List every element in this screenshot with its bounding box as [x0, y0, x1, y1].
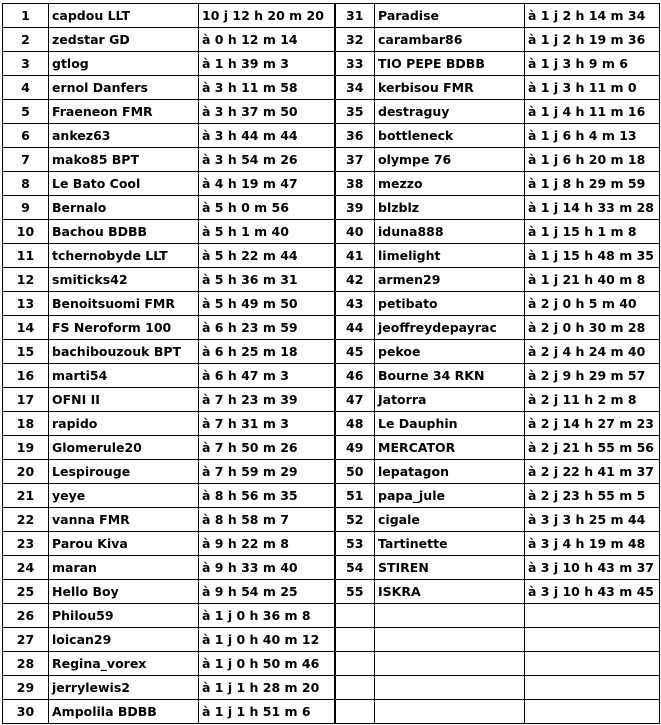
right-player-name-cell: blzblz	[375, 196, 525, 220]
table-row	[3, 412, 660, 436]
left-time-gap-cell: à 8 h 56 m 35	[199, 484, 335, 508]
right-rank-cell: 43	[335, 292, 375, 316]
left-time-gap-cell: à 8 h 58 m 7	[199, 508, 335, 532]
left-time-gap-cell: à 5 h 1 m 40	[199, 220, 335, 244]
left-rank-cell: 30	[3, 700, 49, 724]
right-player-name-cell: iduna888	[375, 220, 525, 244]
right-rank-cell: 31	[335, 4, 375, 28]
left-rank-cell: 14	[3, 316, 49, 340]
left-rank-cell: 20	[3, 460, 49, 484]
left-rank-cell: 12	[3, 268, 49, 292]
left-rank-cell: 28	[3, 652, 49, 676]
left-rank-cell: 29	[3, 676, 49, 700]
left-time-gap-cell: à 9 h 54 m 25	[199, 580, 335, 604]
right-rank-cell: 52	[335, 508, 375, 532]
right-player-name-cell: kerbisou FMR	[375, 76, 525, 100]
right-player-name-cell: MERCATOR	[375, 436, 525, 460]
right-player-name-cell: pekoe	[375, 340, 525, 364]
left-time-gap-cell: à 5 h 36 m 31	[199, 268, 335, 292]
table-row	[3, 628, 660, 652]
table-row	[3, 4, 660, 28]
left-rank-cell: 15	[3, 340, 49, 364]
left-rank-cell: 1	[3, 4, 49, 28]
left-rank-cell: 16	[3, 364, 49, 388]
left-time-gap-cell: à 5 h 0 m 56	[199, 196, 335, 220]
right-rank-cell: 42	[335, 268, 375, 292]
left-player-name-cell: vanna FMR	[49, 508, 199, 532]
left-time-gap-cell: à 1 j 1 h 51 m 6	[199, 700, 335, 724]
right-time-gap-cell: à 2 j 11 h 2 m 8	[525, 388, 660, 412]
empty-cell	[375, 700, 525, 724]
left-rank-cell: 10	[3, 220, 49, 244]
left-time-gap-cell: à 9 h 33 m 40	[199, 556, 335, 580]
right-player-name-cell: Le Dauphin	[375, 412, 525, 436]
right-rank-cell: 51	[335, 484, 375, 508]
right-time-gap-cell: à 1 j 3 h 11 m 0	[525, 76, 660, 100]
right-time-gap-cell: à 1 j 6 h 20 m 18	[525, 148, 660, 172]
right-time-gap-cell: à 3 j 10 h 43 m 45	[525, 580, 660, 604]
table-row	[3, 460, 660, 484]
right-player-name-cell: olympe 76	[375, 148, 525, 172]
right-rank-cell: 39	[335, 196, 375, 220]
ranking-table-body	[3, 4, 660, 724]
right-rank-cell: 35	[335, 100, 375, 124]
left-player-name-cell: marti54	[49, 364, 199, 388]
empty-cell	[375, 604, 525, 628]
left-player-name-cell: Ampolila BDBB	[49, 700, 199, 724]
left-rank-cell: 8	[3, 172, 49, 196]
table-row	[3, 364, 660, 388]
table-row	[3, 148, 660, 172]
right-rank-cell: 47	[335, 388, 375, 412]
empty-cell	[525, 700, 660, 724]
left-time-gap-cell: à 9 h 22 m 8	[199, 532, 335, 556]
right-player-name-cell: papa_jule	[375, 484, 525, 508]
left-time-gap-cell: à 7 h 23 m 39	[199, 388, 335, 412]
right-rank-cell: 49	[335, 436, 375, 460]
right-time-gap-cell: à 2 j 21 h 55 m 56	[525, 436, 660, 460]
ranking-table	[2, 3, 660, 724]
left-player-name-cell: smiticks42	[49, 268, 199, 292]
left-player-name-cell: tchernobyde LLT	[49, 244, 199, 268]
left-time-gap-cell: à 6 h 23 m 59	[199, 316, 335, 340]
right-time-gap-cell: à 2 j 0 h 5 m 40	[525, 292, 660, 316]
left-player-name-cell: Regina_vorex	[49, 652, 199, 676]
right-time-gap-cell: à 1 j 15 h 48 m 35	[525, 244, 660, 268]
left-time-gap-cell: à 6 h 47 m 3	[199, 364, 335, 388]
left-player-name-cell: Glomerule20	[49, 436, 199, 460]
left-rank-cell: 22	[3, 508, 49, 532]
left-time-gap-cell: à 3 h 11 m 58	[199, 76, 335, 100]
table-row	[3, 292, 660, 316]
left-time-gap-cell: à 6 h 25 m 18	[199, 340, 335, 364]
table-row	[3, 436, 660, 460]
right-rank-cell: 33	[335, 52, 375, 76]
left-player-name-cell: bachibouzouk BPT	[49, 340, 199, 364]
right-rank-cell: 54	[335, 556, 375, 580]
right-time-gap-cell: à 2 j 14 h 27 m 23	[525, 412, 660, 436]
right-player-name-cell: limelight	[375, 244, 525, 268]
right-time-gap-cell: à 1 j 4 h 11 m 16	[525, 100, 660, 124]
right-rank-cell: 48	[335, 412, 375, 436]
right-player-name-cell: ISKRA	[375, 580, 525, 604]
table-row	[3, 220, 660, 244]
right-rank-cell: 34	[335, 76, 375, 100]
left-player-name-cell: Le Bato Cool	[49, 172, 199, 196]
right-player-name-cell: cigale	[375, 508, 525, 532]
left-time-gap-cell: à 1 j 0 h 50 m 46	[199, 652, 335, 676]
left-rank-cell: 11	[3, 244, 49, 268]
left-rank-cell: 19	[3, 436, 49, 460]
empty-cell	[335, 676, 375, 700]
right-time-gap-cell: à 1 j 2 h 19 m 36	[525, 28, 660, 52]
left-rank-cell: 17	[3, 388, 49, 412]
left-time-gap-cell: à 0 h 12 m 14	[199, 28, 335, 52]
left-time-gap-cell: à 7 h 31 m 3	[199, 412, 335, 436]
right-time-gap-cell: à 2 j 9 h 29 m 57	[525, 364, 660, 388]
right-time-gap-cell: à 3 j 3 h 25 m 44	[525, 508, 660, 532]
left-rank-cell: 23	[3, 532, 49, 556]
left-player-name-cell: gtlog	[49, 52, 199, 76]
table-row	[3, 316, 660, 340]
empty-cell	[335, 700, 375, 724]
empty-cell	[335, 652, 375, 676]
left-time-gap-cell: à 1 j 0 h 36 m 8	[199, 604, 335, 628]
left-player-name-cell: Benoitsuomi FMR	[49, 292, 199, 316]
left-rank-cell: 7	[3, 148, 49, 172]
table-row	[3, 700, 660, 724]
table-row	[3, 172, 660, 196]
left-player-name-cell: loican29	[49, 628, 199, 652]
right-rank-cell: 37	[335, 148, 375, 172]
right-player-name-cell: Bourne 34 RKN	[375, 364, 525, 388]
left-rank-cell: 4	[3, 76, 49, 100]
right-player-name-cell: petibato	[375, 292, 525, 316]
right-player-name-cell: bottleneck	[375, 124, 525, 148]
right-player-name-cell: carambar86	[375, 28, 525, 52]
empty-cell	[525, 676, 660, 700]
table-row	[3, 100, 660, 124]
table-row	[3, 340, 660, 364]
table-row	[3, 580, 660, 604]
table-row	[3, 268, 660, 292]
left-player-name-cell: maran	[49, 556, 199, 580]
table-row	[3, 124, 660, 148]
left-time-gap-cell: à 1 h 39 m 3	[199, 52, 335, 76]
table-row	[3, 76, 660, 100]
right-rank-cell: 32	[335, 28, 375, 52]
right-time-gap-cell: à 1 j 14 h 33 m 28	[525, 196, 660, 220]
right-time-gap-cell: à 3 j 4 h 19 m 48	[525, 532, 660, 556]
right-rank-cell: 44	[335, 316, 375, 340]
table-row	[3, 484, 660, 508]
left-rank-cell: 26	[3, 604, 49, 628]
left-time-gap-cell: à 7 h 59 m 29	[199, 460, 335, 484]
table-row	[3, 52, 660, 76]
left-player-name-cell: capdou LLT	[49, 4, 199, 28]
table-row	[3, 388, 660, 412]
left-rank-cell: 21	[3, 484, 49, 508]
right-player-name-cell: Tartinette	[375, 532, 525, 556]
right-time-gap-cell: à 3 j 10 h 43 m 37	[525, 556, 660, 580]
right-player-name-cell: Paradise	[375, 4, 525, 28]
left-time-gap-cell: 10 j 12 h 20 m 20	[199, 4, 335, 28]
right-player-name-cell: STIREN	[375, 556, 525, 580]
left-player-name-cell: zedstar GD	[49, 28, 199, 52]
left-player-name-cell: ankez63	[49, 124, 199, 148]
right-player-name-cell: TIO PEPE BDBB	[375, 52, 525, 76]
left-time-gap-cell: à 1 j 0 h 40 m 12	[199, 628, 335, 652]
right-time-gap-cell: à 1 j 15 h 1 m 8	[525, 220, 660, 244]
left-time-gap-cell: à 4 h 19 m 47	[199, 172, 335, 196]
right-time-gap-cell: à 1 j 6 h 4 m 13	[525, 124, 660, 148]
left-time-gap-cell: à 7 h 50 m 26	[199, 436, 335, 460]
right-rank-cell: 50	[335, 460, 375, 484]
right-rank-cell: 53	[335, 532, 375, 556]
left-player-name-cell: ernol Danfers	[49, 76, 199, 100]
right-time-gap-cell: à 2 j 22 h 41 m 37	[525, 460, 660, 484]
right-time-gap-cell: à 2 j 0 h 30 m 28	[525, 316, 660, 340]
left-time-gap-cell: à 5 h 22 m 44	[199, 244, 335, 268]
left-player-name-cell: OFNI II	[49, 388, 199, 412]
right-rank-cell: 45	[335, 340, 375, 364]
right-player-name-cell: mezzo	[375, 172, 525, 196]
right-player-name-cell: jeoffreydepayrac	[375, 316, 525, 340]
left-rank-cell: 5	[3, 100, 49, 124]
right-player-name-cell: destraguy	[375, 100, 525, 124]
left-rank-cell: 6	[3, 124, 49, 148]
right-rank-cell: 38	[335, 172, 375, 196]
left-rank-cell: 9	[3, 196, 49, 220]
left-player-name-cell: FS Neroform 100	[49, 316, 199, 340]
right-rank-cell: 40	[335, 220, 375, 244]
right-time-gap-cell: à 2 j 23 h 55 m 5	[525, 484, 660, 508]
table-row	[3, 556, 660, 580]
empty-cell	[375, 676, 525, 700]
right-time-gap-cell: à 2 j 4 h 24 m 40	[525, 340, 660, 364]
empty-cell	[525, 604, 660, 628]
right-time-gap-cell: à 1 j 21 h 40 m 8	[525, 268, 660, 292]
right-rank-cell: 46	[335, 364, 375, 388]
empty-cell	[375, 652, 525, 676]
left-rank-cell: 24	[3, 556, 49, 580]
left-time-gap-cell: à 3 h 44 m 44	[199, 124, 335, 148]
right-player-name-cell: Jatorra	[375, 388, 525, 412]
left-rank-cell: 18	[3, 412, 49, 436]
empty-cell	[335, 628, 375, 652]
left-player-name-cell: jerrylewis2	[49, 676, 199, 700]
right-rank-cell: 41	[335, 244, 375, 268]
left-player-name-cell: Fraeneon FMR	[49, 100, 199, 124]
left-time-gap-cell: à 1 j 1 h 28 m 20	[199, 676, 335, 700]
table-row	[3, 676, 660, 700]
right-time-gap-cell: à 1 j 2 h 14 m 34	[525, 4, 660, 28]
left-player-name-cell: rapido	[49, 412, 199, 436]
table-row	[3, 28, 660, 52]
table-row	[3, 508, 660, 532]
left-rank-cell: 25	[3, 580, 49, 604]
table-row	[3, 604, 660, 628]
empty-cell	[525, 628, 660, 652]
left-player-name-cell: Bachou BDBB	[49, 220, 199, 244]
left-player-name-cell: mako85 BPT	[49, 148, 199, 172]
left-player-name-cell: yeye	[49, 484, 199, 508]
left-player-name-cell: Lespirouge	[49, 460, 199, 484]
left-rank-cell: 13	[3, 292, 49, 316]
right-time-gap-cell: à 1 j 8 h 29 m 59	[525, 172, 660, 196]
table-row	[3, 532, 660, 556]
left-player-name-cell: Bernalo	[49, 196, 199, 220]
left-player-name-cell: Philou59	[49, 604, 199, 628]
left-time-gap-cell: à 3 h 54 m 26	[199, 148, 335, 172]
left-player-name-cell: Hello Boy	[49, 580, 199, 604]
right-rank-cell: 36	[335, 124, 375, 148]
left-rank-cell: 3	[3, 52, 49, 76]
table-row	[3, 244, 660, 268]
right-player-name-cell: lepatagon	[375, 460, 525, 484]
table-row	[3, 652, 660, 676]
left-rank-cell: 2	[3, 28, 49, 52]
empty-cell	[525, 652, 660, 676]
table-row	[3, 196, 660, 220]
left-rank-cell: 27	[3, 628, 49, 652]
left-time-gap-cell: à 3 h 37 m 50	[199, 100, 335, 124]
left-player-name-cell: Parou Kiva	[49, 532, 199, 556]
empty-cell	[375, 628, 525, 652]
right-player-name-cell: armen29	[375, 268, 525, 292]
right-rank-cell: 55	[335, 580, 375, 604]
left-time-gap-cell: à 5 h 49 m 50	[199, 292, 335, 316]
empty-cell	[335, 604, 375, 628]
right-time-gap-cell: à 1 j 3 h 9 m 6	[525, 52, 660, 76]
